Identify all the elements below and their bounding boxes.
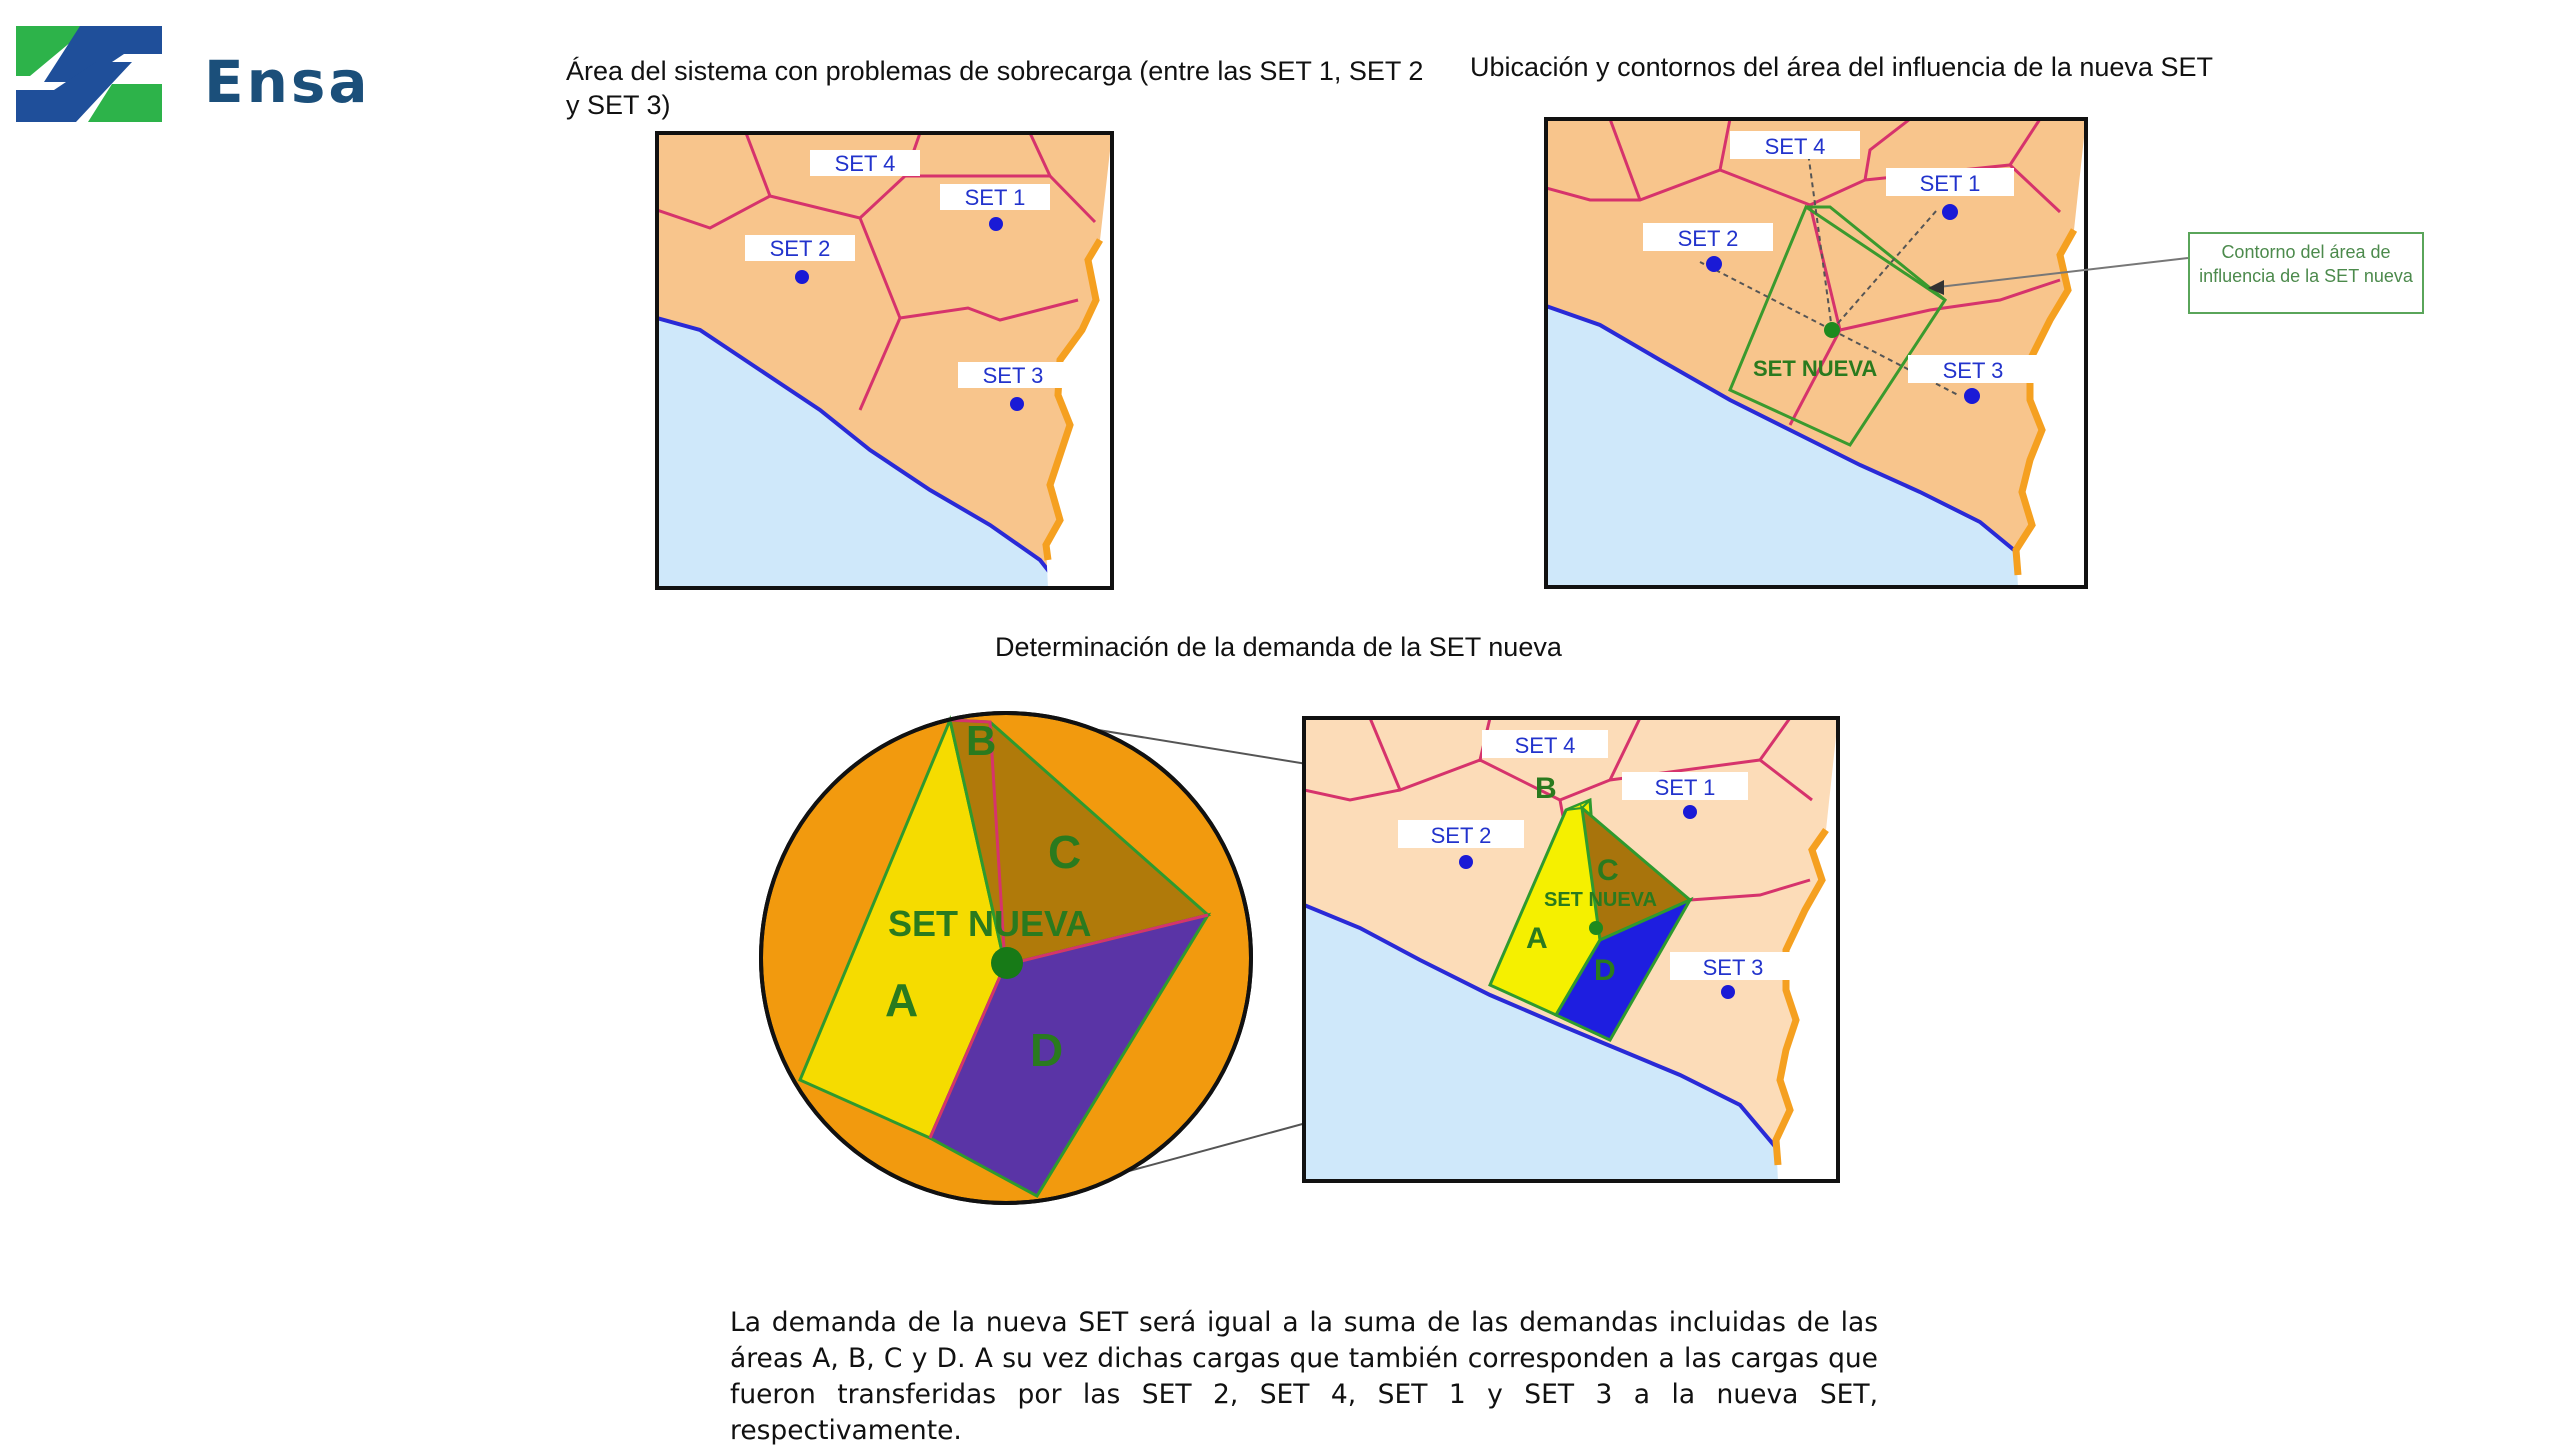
map3-set2-dot [1459, 855, 1473, 869]
map-overload-area [657, 133, 1112, 588]
map-new-set-location [1546, 119, 2188, 587]
map3-set2-label: SET 2 [1430, 823, 1492, 848]
map2-set4-label: SET 4 [1764, 134, 1826, 159]
map3-area-b-label: B [1535, 772, 1557, 805]
map3-area-c-label: C [1597, 854, 1619, 887]
map2-set3-dot [1964, 388, 1980, 404]
map2-new-set-dot [1824, 322, 1840, 338]
map2-set2-label: SET 2 [1677, 226, 1739, 251]
map2-set2-dot [1706, 256, 1722, 272]
map3-area-a-label: A [1526, 922, 1548, 955]
map3-set4-label: SET 4 [1514, 733, 1576, 758]
map1-set3-label: SET 3 [982, 363, 1044, 388]
map2-new-set-label: SET NUEVA [1753, 356, 1878, 381]
map3-new-set-dot [1589, 921, 1603, 935]
map3-set3-label: SET 3 [1702, 955, 1764, 980]
zoom-area-c-label: C [1048, 826, 1082, 878]
map3-new-set-label: SET NUEVA [1544, 889, 1657, 911]
map3-area-d-label: D [1594, 954, 1616, 987]
caption-demand-determination: Determinación de la demanda de la SET nueva [995, 632, 1562, 662]
zoom-area-d-label: D [1030, 1024, 1064, 1076]
map3-set1-dot [1683, 805, 1697, 819]
brand-name: Ensa [204, 48, 371, 116]
map1-set2-dot [795, 270, 809, 284]
map1-set1-dot [989, 217, 1003, 231]
zoom-new-set-dot [991, 947, 1023, 979]
demand-description: La demanda de la nueva SET será igual a la suma de las demandas incluidas de las áreas A, B, C y D. A su vez dichas cargas que también corresponden a las cargas que fueron transferidas por las SET 2, SET 4, SET 1 y SET 3 a la nueva SET, respectivamente. [730, 1307, 1878, 1446]
map2-set1-dot [1942, 204, 1958, 220]
zoom-new-set-label: SET NUEVA [888, 903, 1092, 944]
map1-set3-dot [1010, 397, 1024, 411]
map3-set3-dot [1721, 985, 1735, 999]
map1-set2-label: SET 2 [769, 236, 831, 261]
map3-set1-label: SET 1 [1654, 775, 1716, 800]
caption-new-set-location: Ubicación y contornos del área del influencia de la nueva SET [1470, 52, 2213, 82]
map2-set3-label: SET 3 [1942, 358, 2004, 383]
zoom-area-a-label: A [885, 974, 919, 1026]
map1-set4-label: SET 4 [834, 151, 896, 176]
map1-set1-label: SET 1 [964, 185, 1026, 210]
influence-contour-callout: Contorno del área de influencia de la SET nueva [2188, 232, 2424, 314]
map2-set1-label: SET 1 [1919, 171, 1981, 196]
map-demand-areas [1304, 718, 1838, 1181]
zoom-area-b-label: B [966, 717, 997, 764]
caption-overload-area: Área del sistema con problemas de sobrecarga (entre las SET 1, SET 2 y SET 3) [566, 56, 1424, 120]
